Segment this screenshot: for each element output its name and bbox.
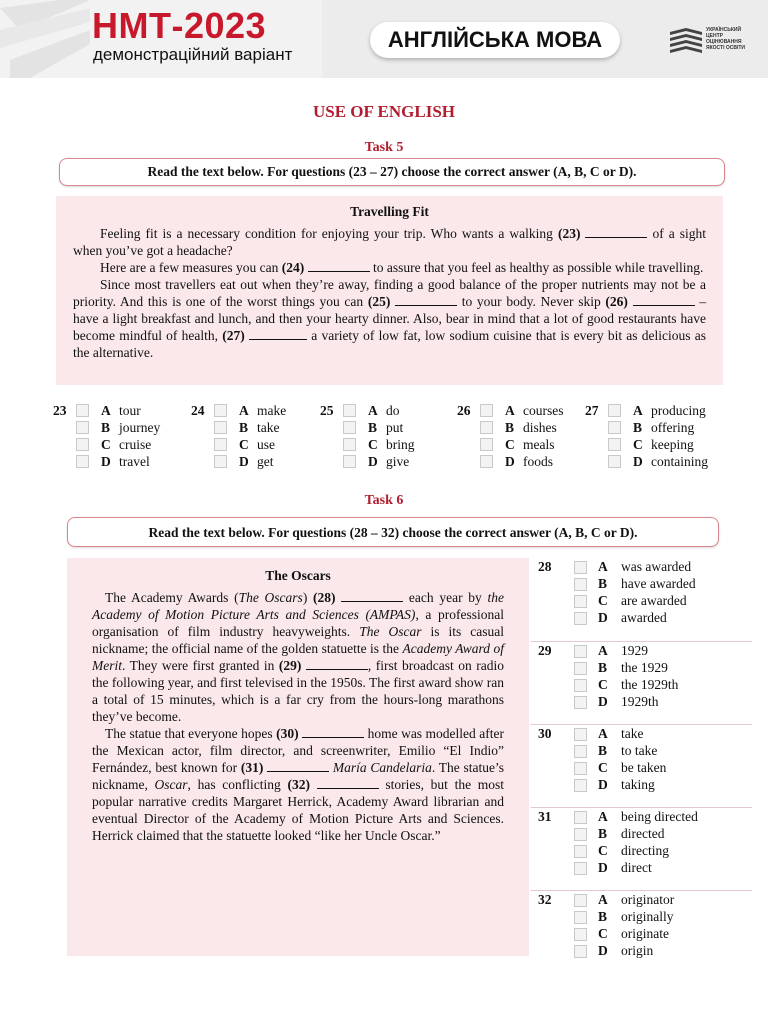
option-text: originator (621, 892, 675, 907)
answer-checkbox[interactable] (343, 404, 356, 417)
option-letter: B (598, 743, 608, 758)
option-text: being directed (621, 809, 698, 824)
option-text: meals (523, 437, 555, 452)
option-letter: A (598, 726, 608, 741)
option-text: take (257, 420, 280, 435)
question-number: 25 (320, 403, 334, 418)
option-letter: D (101, 454, 111, 469)
answer-checkbox[interactable] (480, 421, 493, 434)
option-text: direct (621, 860, 652, 875)
option-letter: C (368, 437, 378, 452)
option-letter: C (101, 437, 111, 452)
option-letter: A (598, 809, 608, 824)
answer-checkbox[interactable] (76, 404, 89, 417)
option-letter: B (598, 660, 608, 675)
option-text: keeping (651, 437, 694, 452)
option-text: have awarded (621, 576, 696, 591)
exam-subtitle: демонстраційний варіант (93, 45, 293, 64)
option-letter: D (368, 454, 378, 469)
answer-checkbox[interactable] (608, 438, 621, 451)
answer-checkbox[interactable] (214, 421, 227, 434)
option-text: get (257, 454, 274, 469)
option-letter: A (101, 403, 111, 418)
option-text: cruise (119, 437, 152, 452)
question-number: 28 (538, 559, 552, 574)
answer-checkbox[interactable] (214, 404, 227, 417)
option-text: directing (621, 843, 669, 858)
option-text: make (257, 403, 287, 418)
option-text: offering (651, 420, 695, 435)
page-header (0, 0, 768, 78)
option-letter: A (598, 559, 608, 574)
option-text: use (257, 437, 275, 452)
option-text: bring (386, 437, 415, 452)
option-text: do (386, 403, 400, 418)
answer-checkbox[interactable] (574, 828, 587, 841)
task5-text-title: Travelling Fit (350, 204, 429, 219)
option-text: dishes (523, 420, 557, 435)
option-letter: D (598, 777, 608, 792)
answer-checkbox[interactable] (574, 679, 587, 692)
section-title: USE OF ENGLISH (312, 102, 456, 121)
option-letter: B (598, 909, 608, 924)
answer-checkbox[interactable] (608, 421, 621, 434)
option-letter: C (598, 760, 608, 775)
answer-checkbox[interactable] (574, 595, 587, 608)
option-letter: A (598, 892, 608, 907)
answer-checkbox[interactable] (343, 455, 356, 468)
option-letter: D (239, 454, 249, 469)
question-number: 29 (538, 643, 552, 658)
option-text: producing (651, 403, 706, 418)
option-letter: D (598, 860, 608, 875)
option-text: give (386, 454, 410, 469)
exam-title: НМТ-2023 (92, 5, 267, 46)
question-number: 31 (538, 809, 552, 824)
answer-checkbox[interactable] (574, 894, 587, 907)
option-text: 1929th (621, 694, 659, 709)
task6-title: Task 6 (364, 493, 404, 508)
option-letter: B (598, 826, 608, 841)
subject-title: АНГЛІЙСЬКА МОВА (370, 22, 620, 58)
option-letter: C (598, 843, 608, 858)
task6-paragraph: The Academy Awards (The Oscars) (28) each year by the Academy of Motion Picture Arts and Sciences (AMPAS), a professional organisation of film industry heavyweights. The Oscar is its casual nickname; the official name of the golden statuette is the Academy Award of Merit. They were first granted in (29) , first broadcast on radio the following year, and first televised in the 1950s. The first award show ran a total of 15 minutes, which is a far cry from the hours-long marathons they’ve become. (92, 590, 505, 724)
option-letter: B (239, 420, 249, 435)
option-letter: B (633, 420, 643, 435)
option-letter: C (239, 437, 249, 452)
option-letter: C (598, 677, 608, 692)
answer-checkbox[interactable] (343, 421, 356, 434)
question-31 (531, 807, 752, 890)
answer-checkbox[interactable] (214, 455, 227, 468)
option-letter: A (505, 403, 515, 418)
option-text: foods (523, 454, 553, 469)
answer-checkbox[interactable] (480, 404, 493, 417)
task5-paragraph: Feeling fit is a necessary condition for enjoying your trip. Who wants a walking (23) of a sight when you’ve got a headache? (73, 226, 706, 258)
option-text: travel (119, 454, 150, 469)
option-text: put (386, 420, 404, 435)
option-text: courses (523, 403, 564, 418)
option-letter: C (598, 926, 608, 941)
ucoya-logo-icon (668, 26, 704, 54)
option-text: taking (621, 777, 655, 792)
option-text: take (621, 726, 644, 741)
answer-checkbox[interactable] (574, 928, 587, 941)
answer-checkbox[interactable] (574, 911, 587, 924)
answer-checkbox[interactable] (574, 645, 587, 658)
option-text: was awarded (621, 559, 692, 574)
question-30 (531, 724, 752, 807)
answer-checkbox[interactable] (480, 455, 493, 468)
answer-checkbox[interactable] (574, 811, 587, 824)
answer-checkbox[interactable] (480, 438, 493, 451)
option-letter: D (505, 454, 515, 469)
option-letter: C (505, 437, 515, 452)
answer-checkbox[interactable] (574, 662, 587, 675)
task5-paragraph: Here are a few measures you can (24) to assure that you feel as healthy as possible while travelling. (100, 260, 704, 275)
answer-checkbox[interactable] (574, 745, 587, 758)
option-letter: B (505, 420, 515, 435)
option-text: are awarded (621, 593, 687, 608)
question-number: 30 (538, 726, 552, 741)
option-letter: B (368, 420, 378, 435)
option-letter: B (598, 576, 608, 591)
answer-checkbox[interactable] (574, 612, 587, 625)
option-letter: D (598, 943, 608, 958)
task5-title: Task 5 (364, 140, 404, 155)
option-text: directed (621, 826, 665, 841)
answer-checkbox[interactable] (574, 578, 587, 591)
answer-checkbox[interactable] (574, 728, 587, 741)
header-stripes-graphic (0, 0, 90, 78)
question-29 (531, 641, 752, 724)
answer-checkbox[interactable] (343, 438, 356, 451)
option-text: containing (651, 454, 708, 469)
option-letter: D (633, 454, 643, 469)
option-text: tour (119, 403, 141, 418)
option-text: awarded (621, 610, 667, 625)
option-text: 1929 (621, 643, 648, 658)
option-text: journey (119, 420, 161, 435)
answer-checkbox[interactable] (76, 455, 89, 468)
question-number: 23 (53, 403, 67, 418)
option-letter: C (598, 593, 608, 608)
answer-checkbox[interactable] (574, 762, 587, 775)
question-number: 32 (538, 892, 552, 907)
option-text: the 1929th (621, 677, 679, 692)
option-text: be taken (621, 760, 667, 775)
task5-text-box (56, 196, 723, 385)
answer-checkbox[interactable] (574, 862, 587, 875)
option-letter: A (368, 403, 378, 418)
question-number: 24 (191, 403, 205, 418)
answer-checkbox[interactable] (574, 945, 587, 958)
org-name: УКРАЇНСЬКИЙ ЦЕНТР ОЦІНЮВАННЯ ЯКОСТІ ОСВІТИ (706, 27, 746, 51)
task5-paragraph: Since most travellers eat out when they’re away, finding a good balance of the proper nutrients may not be a priority. And this is one of the worst things you can (25) to your body. Never skip (26) – have a light breakfast and lunch, and then your hearty dinner. Also, bear in mind that a lot of good restaurants have become mindful of health, (27) a variety of low fat, low sodium cuisine that is every bit as delicious as the alternative. (73, 277, 707, 360)
task6-instruction: Read the text below. For questions (28 – 32) choose the correct answer (A, B, C or D). (67, 517, 719, 547)
option-text: origin (621, 943, 654, 958)
answer-checkbox[interactable] (608, 404, 621, 417)
question-28 (531, 558, 752, 641)
task6-paragraph: The statue that everyone hopes (30) home was modelled after the Mexican actor, film director, and screenwriter, Emilio “El Indio” Fernández, best known for (31) María Candelaria. The statue’s nickname, Oscar, has conflicting (32) stories, but the most popular narrative credits Margaret Herrick, Academy Award librarian and eventual Director of the Academy of Motion Picture Arts and Sciences. Herrick claimed that the statuette looked “like her Uncle Oscar.” (92, 726, 505, 843)
answer-checkbox[interactable] (574, 779, 587, 792)
answer-checkbox[interactable] (214, 438, 227, 451)
answer-checkbox[interactable] (574, 561, 587, 574)
question-number: 27 (585, 403, 599, 418)
option-letter: D (598, 610, 608, 625)
answer-checkbox[interactable] (608, 455, 621, 468)
answer-checkbox[interactable] (574, 696, 587, 709)
question-32 (531, 890, 752, 973)
answer-checkbox[interactable] (574, 845, 587, 858)
option-letter: A (239, 403, 249, 418)
answer-checkbox[interactable] (76, 438, 89, 451)
option-letter: A (598, 643, 608, 658)
option-text: originally (621, 909, 674, 924)
option-letter: A (633, 403, 643, 418)
option-text: originate (621, 926, 669, 941)
task6-text-box (67, 558, 529, 956)
task5-instruction: Read the text below. For questions (23 – 27) choose the correct answer (A, B, C or D). (59, 158, 725, 186)
question-number: 26 (457, 403, 471, 418)
option-letter: C (633, 437, 643, 452)
option-text: to take (621, 743, 658, 758)
answer-checkbox[interactable] (76, 421, 89, 434)
option-letter: D (598, 694, 608, 709)
task6-text-title: The Oscars (265, 568, 331, 583)
option-letter: B (101, 420, 111, 435)
option-text: the 1929 (621, 660, 668, 675)
